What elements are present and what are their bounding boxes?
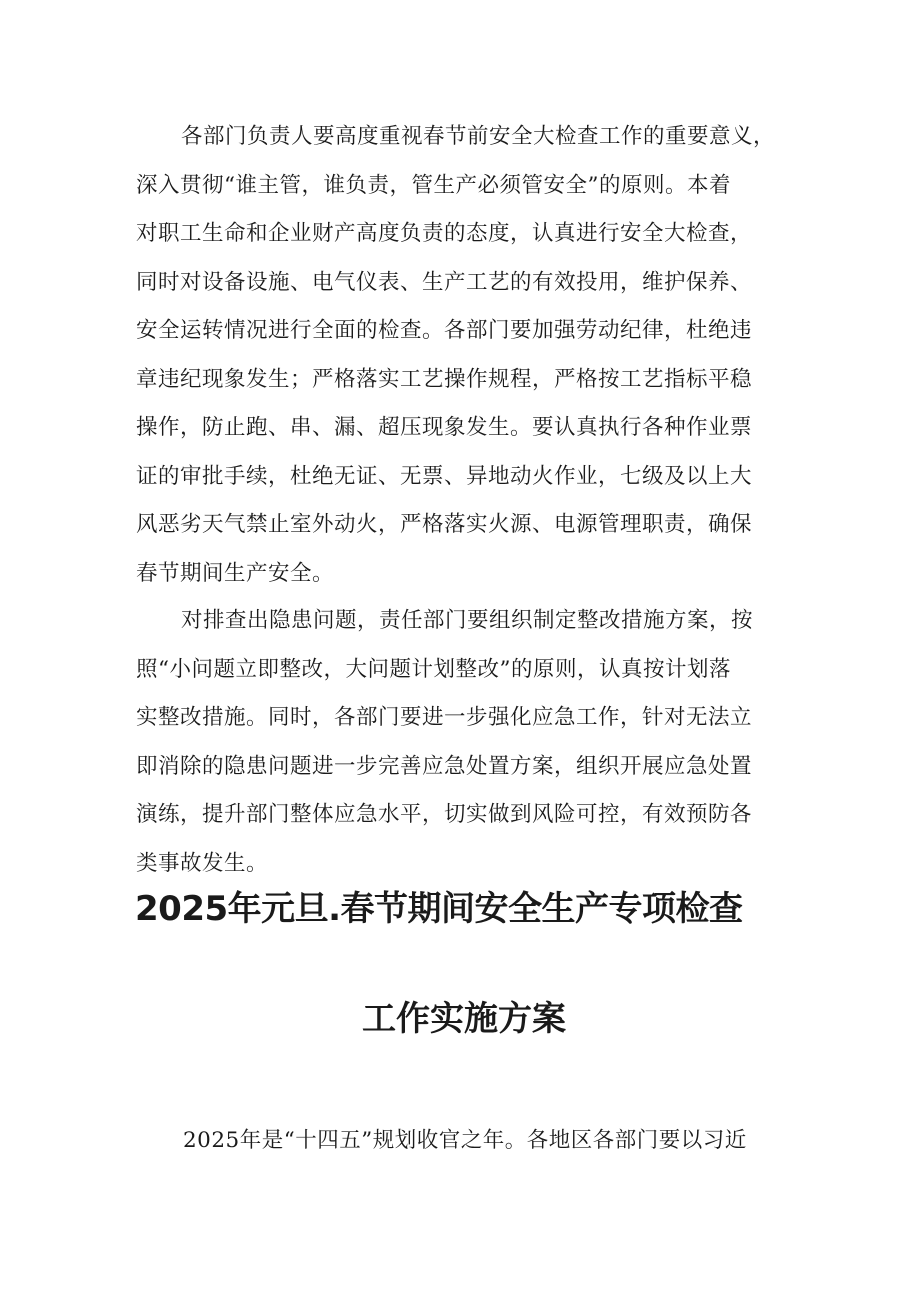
paragraph-line: 章违纪现象发生；严格落实工艺操作规程，严格按工艺指标平稳 — [136, 366, 753, 392]
paragraph-line: 对职工生命和企业财产高度负责的态度，认真进行安全大检查， — [136, 221, 753, 246]
document-title-line-1: 2025年元旦.春节期间安全生产专项检查 — [135, 889, 743, 929]
paragraph-line: 春节期间生产安全。 — [136, 560, 335, 586]
document-title-line-2: 工作实施方案 — [362, 999, 566, 1039]
paragraph-line: 对排查出隐患问题，责任部门要组织制定整改措施方案，按 — [181, 608, 754, 633]
paragraph-line: 实整改措施。同时，各部门要进一步强化应急工作，针对无法立 — [136, 705, 753, 730]
paragraph-line: 操作，防止跑、串、漏、超压现象发生。要认真执行各种作业票 — [136, 415, 753, 440]
paragraph-line: 照“小问题立即整改，大问题计划整改”的原则，认真按计划落 — [136, 656, 731, 682]
paragraph-line: 深入贯彻“谁主管，谁负责，管生产必须管安全”的原则。本着 — [136, 172, 731, 198]
paragraph-intro: 2025年是“十四五”规划收官之年。各地区各部门要以习近 — [183, 1128, 747, 1153]
paragraph-line: 证的审批手续，杜绝无证、无票、异地动火作业，七级及以上大 — [136, 463, 753, 489]
paragraph-line: 风恶劣天气禁止室外动火，严格落实火源、电源管理职责，确保 — [136, 512, 753, 537]
paragraph-inspection-responsibility — [136, 113, 786, 598]
paragraph-line: 即消除的隐患问题进一步完善应急处置方案，组织开展应急处置 — [136, 753, 753, 779]
paragraph-line: 各部门负责人要高度重视春节前安全大检查工作的重要意义， — [181, 124, 776, 149]
paragraph-hazard-rectification — [136, 597, 786, 888]
paragraph-line: 类事故发生。 — [136, 850, 269, 876]
paragraph-line: 安全运转情况进行全面的检查。各部门要加强劳动纪律，杜绝违 — [136, 318, 753, 343]
paragraph-line: 同时对设备设施、电气仪表、生产工艺的有效投用，维护保养、 — [136, 269, 753, 295]
paragraph-line: 演练，提升部门整体应急水平，切实做到风险可控，有效预防各 — [136, 802, 753, 827]
